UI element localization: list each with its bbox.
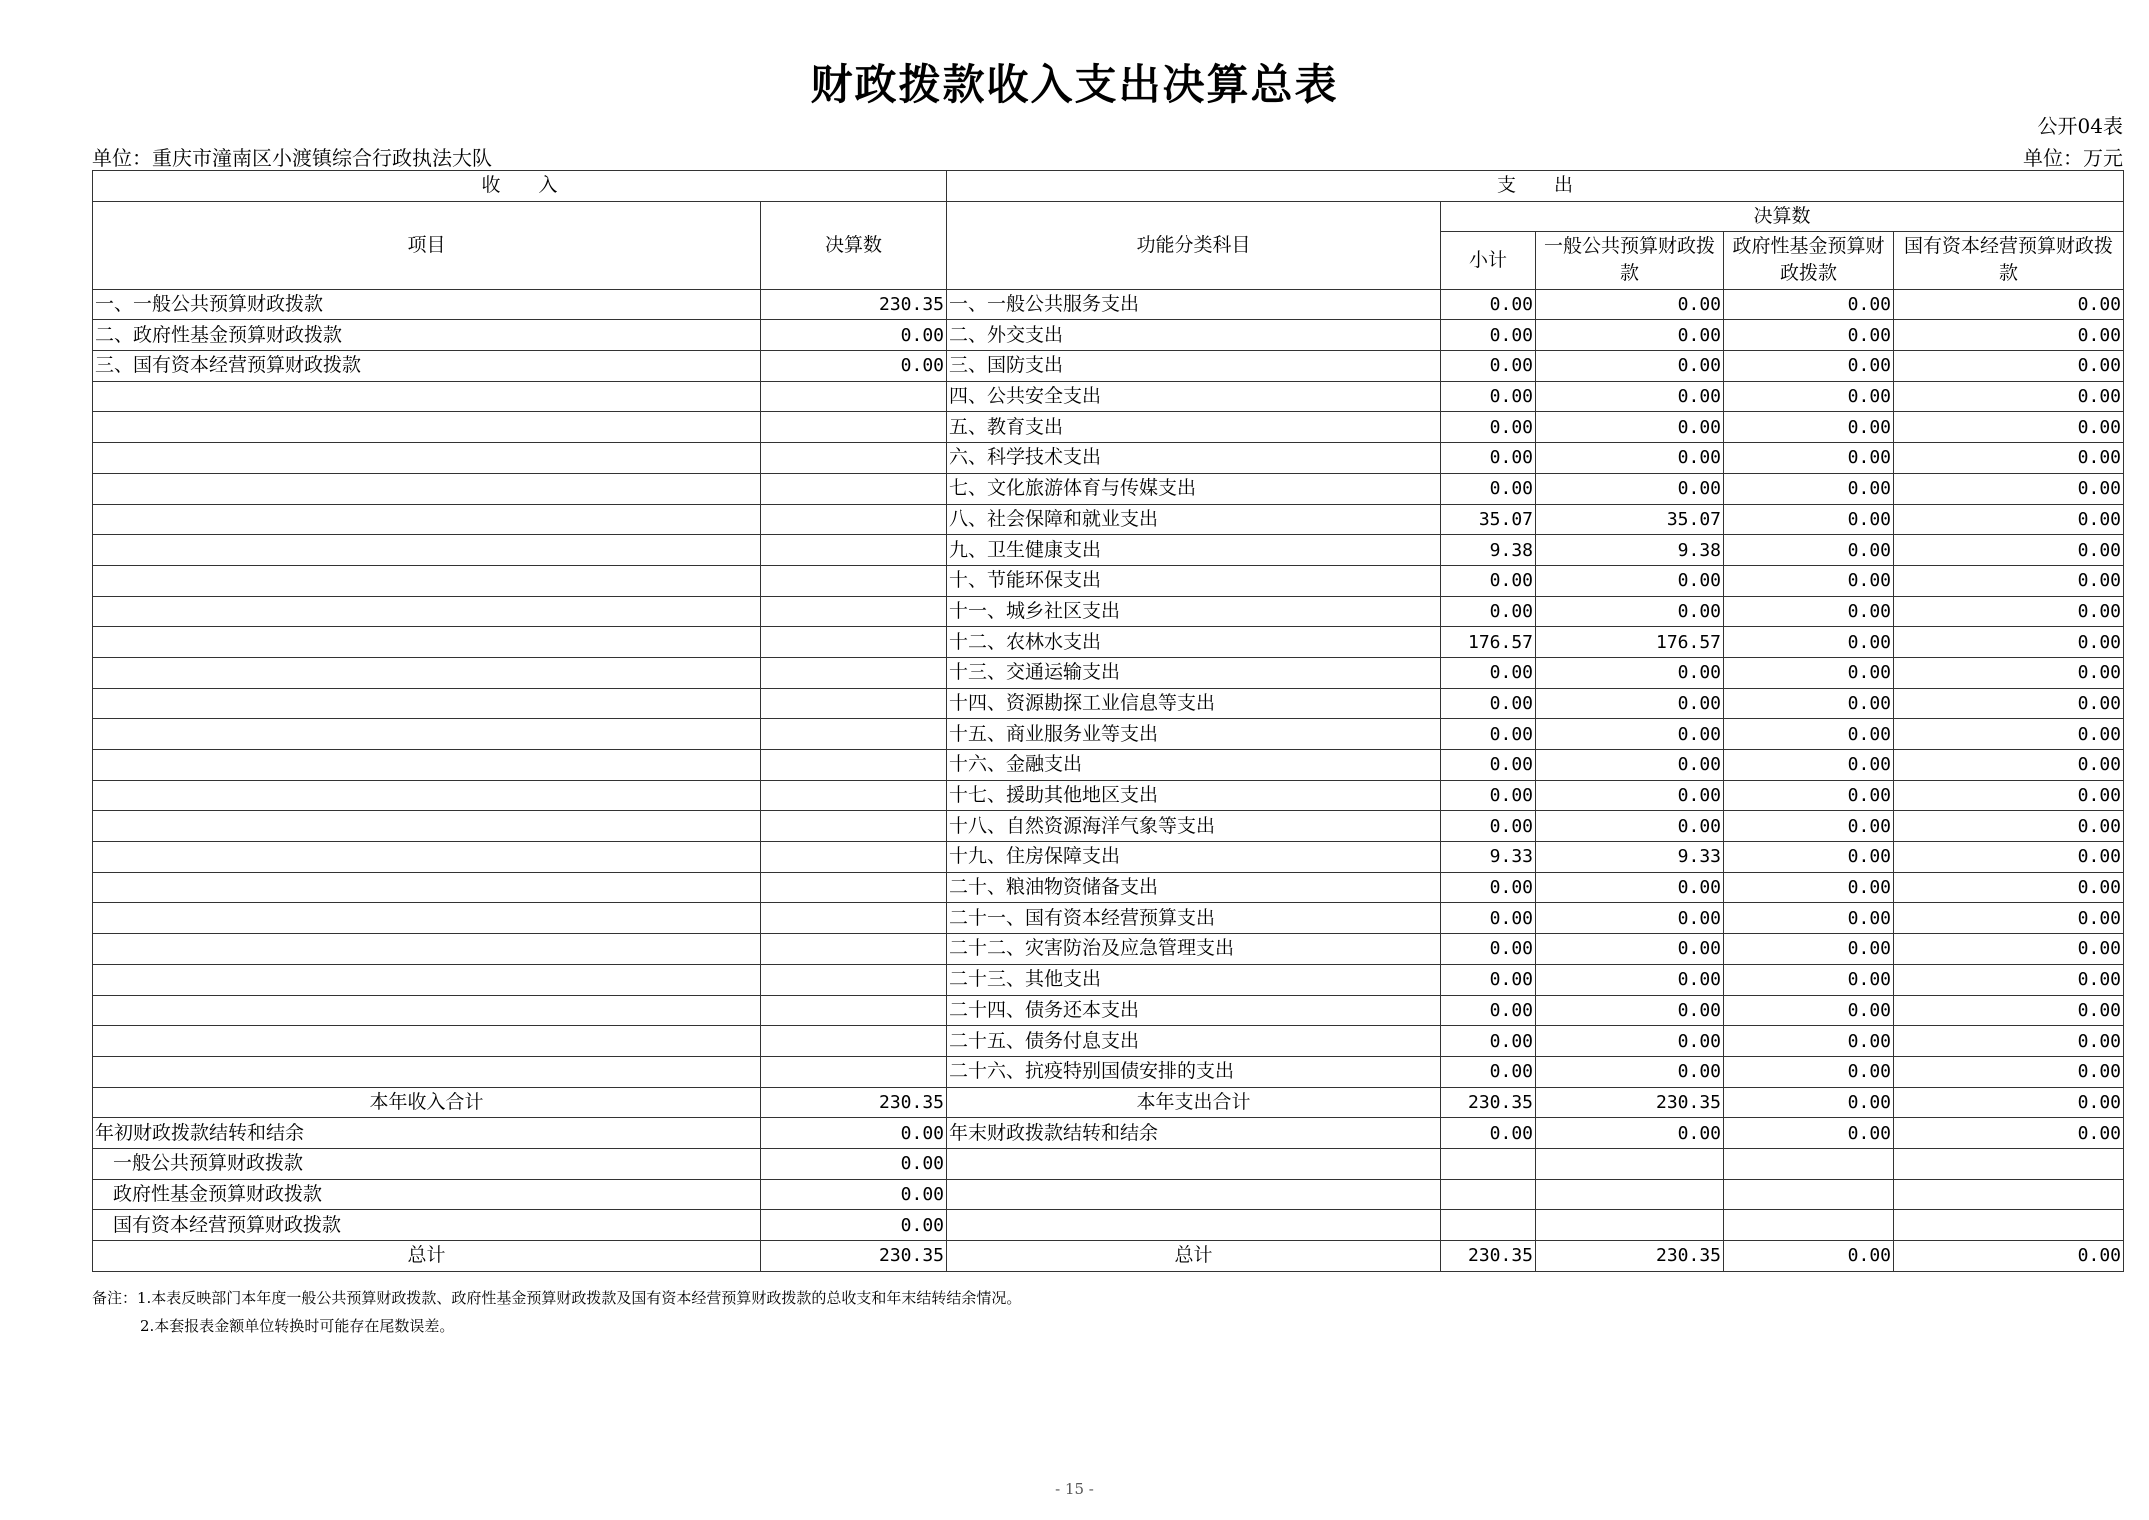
expense-subtotal: 0.00 xyxy=(1441,872,1536,903)
expense-subtotal: 0.00 xyxy=(1441,473,1536,504)
grand-subtotal: 230.35 xyxy=(1441,1241,1536,1272)
final-amount-header: 决算数 xyxy=(1441,201,2124,231)
expense-gov-fund: 0.00 xyxy=(1724,780,1894,811)
income-amount xyxy=(761,535,947,566)
expense-state-capital: 0.00 xyxy=(1894,934,2124,965)
expense-general-budget: 0.00 xyxy=(1536,289,1724,320)
income-amount xyxy=(761,750,947,781)
table-row xyxy=(93,657,2124,688)
expense-general-budget: 0.00 xyxy=(1536,565,1724,596)
income-item xyxy=(93,903,761,934)
expense-state-capital: 0.00 xyxy=(1894,995,2124,1026)
carry-gov-fund: 0.00 xyxy=(1724,1118,1894,1149)
income-item xyxy=(93,964,761,995)
expense-subtotal: 0.00 xyxy=(1441,657,1536,688)
expense-state-capital: 0.00 xyxy=(1894,780,2124,811)
year-expense-total-label: 本年支出合计 xyxy=(947,1087,1441,1118)
table-row xyxy=(93,750,2124,781)
expense-state-capital: 0.00 xyxy=(1894,903,2124,934)
expense-general-budget: 0.00 xyxy=(1536,688,1724,719)
expense-general-budget: 0.00 xyxy=(1536,872,1724,903)
income-item xyxy=(93,1026,761,1057)
income-item: 一、一般公共预算财政拨款 xyxy=(93,289,761,320)
expense-item: 六、科学技术支出 xyxy=(947,443,1441,474)
expense-general-budget: 0.00 xyxy=(1536,995,1724,1026)
income-item xyxy=(93,811,761,842)
expense-general-budget: 176.57 xyxy=(1536,627,1724,658)
table-row xyxy=(93,1056,2124,1087)
expense-item: 五、教育支出 xyxy=(947,412,1441,443)
income-item xyxy=(93,750,761,781)
income-item-header: 项目 xyxy=(93,201,761,289)
carry-sub-label: 政府性基金预算财政拨款 xyxy=(93,1179,761,1210)
gov-fund-header: 政府性基金预算财政拨款 xyxy=(1724,231,1894,289)
currency-unit: 单位：万元 xyxy=(2023,146,2123,170)
expense-gov-fund: 0.00 xyxy=(1724,719,1894,750)
table-row xyxy=(93,412,2124,443)
expense-gov-fund: 0.00 xyxy=(1724,351,1894,382)
expense-subtotal: 0.00 xyxy=(1441,1056,1536,1087)
expense-general-budget: 0.00 xyxy=(1536,412,1724,443)
income-item xyxy=(93,565,761,596)
table-row xyxy=(93,995,2124,1026)
carry-state-capital: 0.00 xyxy=(1894,1118,2124,1149)
header-row-2 xyxy=(93,201,2124,231)
table-row xyxy=(93,872,2124,903)
income-amount xyxy=(761,995,947,1026)
expense-gov-fund: 0.00 xyxy=(1724,381,1894,412)
table-row xyxy=(93,565,2124,596)
expense-subtotal: 0.00 xyxy=(1441,1026,1536,1057)
page-title: 财政拨款收入支出决算总表 xyxy=(810,60,1339,109)
income-item xyxy=(93,872,761,903)
expense-gov-fund: 0.00 xyxy=(1724,473,1894,504)
carry-general: 0.00 xyxy=(1536,1118,1724,1149)
expense-state-capital: 0.00 xyxy=(1894,688,2124,719)
expense-general-budget: 0.00 xyxy=(1536,719,1724,750)
carry-sub-row xyxy=(93,1210,2124,1241)
expense-general-budget: 0.00 xyxy=(1536,750,1724,781)
income-item xyxy=(93,934,761,965)
income-amount xyxy=(761,719,947,750)
expense-general-budget: 35.07 xyxy=(1536,504,1724,535)
expense-state-capital: 0.00 xyxy=(1894,750,2124,781)
income-item xyxy=(93,780,761,811)
expense-subtotal: 0.00 xyxy=(1441,289,1536,320)
carry-subtotal: 0.00 xyxy=(1441,1118,1536,1149)
income-item xyxy=(93,627,761,658)
income-item xyxy=(93,504,761,535)
grand-gov-fund: 0.00 xyxy=(1724,1241,1894,1272)
expense-general-budget: 0.00 xyxy=(1536,473,1724,504)
expense-subtotal: 0.00 xyxy=(1441,381,1536,412)
form-number: 公开04表 xyxy=(2037,114,2123,138)
year-income-total-amount: 230.35 xyxy=(761,1087,947,1118)
expense-subtotal: 9.33 xyxy=(1441,842,1536,873)
carry-sub-amount: 0.00 xyxy=(761,1210,947,1241)
income-amount xyxy=(761,1026,947,1057)
expense-item: 二十四、债务还本支出 xyxy=(947,995,1441,1026)
table-row xyxy=(93,934,2124,965)
income-amount xyxy=(761,412,947,443)
note-2: 2.本套报表金额单位转换时可能存在尾数误差。 xyxy=(140,1317,455,1335)
income-section-header: 收 入 xyxy=(93,171,947,202)
state-capital-header: 国有资本经营预算财政拨款 xyxy=(1894,231,2124,289)
expense-subtotal: 0.00 xyxy=(1441,412,1536,443)
table-row xyxy=(93,443,2124,474)
expense-gov-fund: 0.00 xyxy=(1724,320,1894,351)
carry-sub-amount: 0.00 xyxy=(761,1148,947,1179)
income-item xyxy=(93,1056,761,1087)
table-row xyxy=(93,780,2124,811)
expense-state-capital: 0.00 xyxy=(1894,964,2124,995)
carry-sub-label: 国有资本经营预算财政拨款 xyxy=(93,1210,761,1241)
expense-state-capital: 0.00 xyxy=(1894,719,2124,750)
expense-general-budget: 0.00 xyxy=(1536,1056,1724,1087)
expense-item: 九、卫生健康支出 xyxy=(947,535,1441,566)
income-amount xyxy=(761,688,947,719)
expense-item: 三、国防支出 xyxy=(947,351,1441,382)
expense-state-capital: 0.00 xyxy=(1894,811,2124,842)
year-total-row xyxy=(93,1087,2124,1118)
expense-subtotal: 0.00 xyxy=(1441,811,1536,842)
expense-section-header: 支 出 xyxy=(947,171,2124,202)
income-amount: 230.35 xyxy=(761,289,947,320)
income-amount xyxy=(761,903,947,934)
grand-expense-label: 总计 xyxy=(947,1241,1441,1272)
expense-item: 二、外交支出 xyxy=(947,320,1441,351)
year-income-total-label: 本年收入合计 xyxy=(93,1087,761,1118)
expense-general-budget: 0.00 xyxy=(1536,596,1724,627)
expense-state-capital: 0.00 xyxy=(1894,535,2124,566)
year-subtotal: 230.35 xyxy=(1441,1087,1536,1118)
expense-subtotal: 0.00 xyxy=(1441,320,1536,351)
expense-subtotal: 0.00 xyxy=(1441,565,1536,596)
income-item: 二、政府性基金预算财政拨款 xyxy=(93,320,761,351)
expense-general-budget: 0.00 xyxy=(1536,351,1724,382)
expense-general-budget: 0.00 xyxy=(1536,903,1724,934)
expense-item: 十一、城乡社区支出 xyxy=(947,596,1441,627)
expense-gov-fund: 0.00 xyxy=(1724,842,1894,873)
table-row xyxy=(93,964,2124,995)
expense-item: 十、节能环保支出 xyxy=(947,565,1441,596)
expense-gov-fund: 0.00 xyxy=(1724,627,1894,658)
income-item xyxy=(93,719,761,750)
expense-item: 十九、住房保障支出 xyxy=(947,842,1441,873)
carry-sub-row xyxy=(93,1148,2124,1179)
table-row xyxy=(93,842,2124,873)
expense-general-budget: 0.00 xyxy=(1536,780,1724,811)
expense-state-capital: 0.00 xyxy=(1894,596,2124,627)
expense-subtotal: 0.00 xyxy=(1441,995,1536,1026)
carry-expense-label: 年末财政拨款结转和结余 xyxy=(947,1118,1441,1149)
expense-general-budget: 9.38 xyxy=(1536,535,1724,566)
expense-subtotal: 0.00 xyxy=(1441,934,1536,965)
income-item xyxy=(93,995,761,1026)
expense-state-capital: 0.00 xyxy=(1894,565,2124,596)
table-row xyxy=(93,381,2124,412)
income-amount xyxy=(761,934,947,965)
expense-general-budget: 0.00 xyxy=(1536,964,1724,995)
income-amount xyxy=(761,381,947,412)
table-row xyxy=(93,719,2124,750)
expense-gov-fund: 0.00 xyxy=(1724,504,1894,535)
expense-gov-fund: 0.00 xyxy=(1724,443,1894,474)
expense-item: 十三、交通运输支出 xyxy=(947,657,1441,688)
income-amount xyxy=(761,872,947,903)
expense-item: 四、公共安全支出 xyxy=(947,381,1441,412)
income-amount xyxy=(761,842,947,873)
expense-subtotal: 0.00 xyxy=(1441,688,1536,719)
expense-general-budget: 0.00 xyxy=(1536,320,1724,351)
table-row xyxy=(93,903,2124,934)
expense-state-capital: 0.00 xyxy=(1894,1056,2124,1087)
reporting-unit: 单位：重庆市潼南区小渡镇综合行政执法大队 xyxy=(92,146,492,170)
income-item xyxy=(93,688,761,719)
income-item xyxy=(93,596,761,627)
expense-gov-fund: 0.00 xyxy=(1724,995,1894,1026)
expense-item: 十六、金融支出 xyxy=(947,750,1441,781)
table-row xyxy=(93,473,2124,504)
expense-subtotal: 35.07 xyxy=(1441,504,1536,535)
expense-general-budget: 0.00 xyxy=(1536,934,1724,965)
expense-state-capital: 0.00 xyxy=(1894,842,2124,873)
expense-state-capital: 0.00 xyxy=(1894,473,2124,504)
subtotal-header: 小计 xyxy=(1441,231,1536,289)
expense-gov-fund: 0.00 xyxy=(1724,535,1894,566)
expense-item: 二十二、灾害防治及应急管理支出 xyxy=(947,934,1441,965)
table-row xyxy=(93,289,2124,320)
income-amount-header: 决算数 xyxy=(761,201,947,289)
expense-general-budget: 9.33 xyxy=(1536,842,1724,873)
expense-subtotal: 9.38 xyxy=(1441,535,1536,566)
income-item xyxy=(93,535,761,566)
header-row-1 xyxy=(93,171,2124,202)
expense-item: 十五、商业服务业等支出 xyxy=(947,719,1441,750)
expense-subtotal: 0.00 xyxy=(1441,596,1536,627)
expense-subtotal: 0.00 xyxy=(1441,780,1536,811)
carry-income-amount: 0.00 xyxy=(761,1118,947,1149)
expense-item: 十八、自然资源海洋气象等支出 xyxy=(947,811,1441,842)
note-1: 备注：1.本表反映部门本年度一般公共预算财政拨款、政府性基金预算财政拨款及国有资本经营预算财政拨款的总收支和年末结转结余情况。 xyxy=(92,1289,1022,1307)
carry-sub-label: 一般公共预算财政拨款 xyxy=(93,1148,761,1179)
grand-general: 230.35 xyxy=(1536,1241,1724,1272)
expense-general-budget: 0.00 xyxy=(1536,1026,1724,1057)
table-row xyxy=(93,688,2124,719)
income-amount xyxy=(761,504,947,535)
fiscal-summary-table xyxy=(92,170,2124,1272)
grand-total-row xyxy=(93,1241,2124,1272)
expense-state-capital: 0.00 xyxy=(1894,381,2124,412)
expense-gov-fund: 0.00 xyxy=(1724,565,1894,596)
grand-income-amount: 230.35 xyxy=(761,1241,947,1272)
expense-general-budget: 0.00 xyxy=(1536,443,1724,474)
func-class-header: 功能分类科目 xyxy=(947,201,1441,289)
expense-gov-fund: 0.00 xyxy=(1724,289,1894,320)
carry-sub-row xyxy=(93,1179,2124,1210)
income-amount xyxy=(761,627,947,658)
expense-subtotal: 176.57 xyxy=(1441,627,1536,658)
expense-item: 七、文化旅游体育与传媒支出 xyxy=(947,473,1441,504)
income-item: 三、国有资本经营预算财政拨款 xyxy=(93,351,761,382)
expense-item: 十四、资源勘探工业信息等支出 xyxy=(947,688,1441,719)
expense-gov-fund: 0.00 xyxy=(1724,934,1894,965)
table-row xyxy=(93,811,2124,842)
income-amount: 0.00 xyxy=(761,351,947,382)
expense-gov-fund: 0.00 xyxy=(1724,657,1894,688)
expense-subtotal: 0.00 xyxy=(1441,443,1536,474)
table-row xyxy=(93,1026,2124,1057)
table-row xyxy=(93,596,2124,627)
table-row xyxy=(93,535,2124,566)
expense-item: 二十一、国有资本经营预算支出 xyxy=(947,903,1441,934)
expense-gov-fund: 0.00 xyxy=(1724,688,1894,719)
expense-state-capital: 0.00 xyxy=(1894,872,2124,903)
expense-subtotal: 0.00 xyxy=(1441,964,1536,995)
income-amount xyxy=(761,443,947,474)
expense-item: 二十五、债务付息支出 xyxy=(947,1026,1441,1057)
expense-state-capital: 0.00 xyxy=(1894,627,2124,658)
expense-item: 一、一般公共服务支出 xyxy=(947,289,1441,320)
expense-general-budget: 0.00 xyxy=(1536,657,1724,688)
expense-subtotal: 0.00 xyxy=(1441,903,1536,934)
expense-state-capital: 0.00 xyxy=(1894,1026,2124,1057)
income-item xyxy=(93,412,761,443)
expense-gov-fund: 0.00 xyxy=(1724,964,1894,995)
expense-state-capital: 0.00 xyxy=(1894,657,2124,688)
income-amount xyxy=(761,780,947,811)
table-row xyxy=(93,504,2124,535)
expense-item: 二十六、抗疫特别国债安排的支出 xyxy=(947,1056,1441,1087)
expense-gov-fund: 0.00 xyxy=(1724,903,1894,934)
general-budget-header: 一般公共预算财政拨款 xyxy=(1536,231,1724,289)
expense-state-capital: 0.00 xyxy=(1894,443,2124,474)
income-amount: 0.00 xyxy=(761,320,947,351)
carry-income-label: 年初财政拨款结转和结余 xyxy=(93,1118,761,1149)
year-general: 230.35 xyxy=(1536,1087,1724,1118)
expense-item: 十七、援助其他地区支出 xyxy=(947,780,1441,811)
table-row xyxy=(93,320,2124,351)
expense-subtotal: 0.00 xyxy=(1441,750,1536,781)
expense-item: 十二、农林水支出 xyxy=(947,627,1441,658)
expense-gov-fund: 0.00 xyxy=(1724,872,1894,903)
expense-gov-fund: 0.00 xyxy=(1724,1026,1894,1057)
page-number: - 15 - xyxy=(1055,1480,1094,1498)
table-row xyxy=(93,627,2124,658)
year-gov-fund: 0.00 xyxy=(1724,1087,1894,1118)
income-item xyxy=(93,657,761,688)
income-amount xyxy=(761,657,947,688)
expense-general-budget: 0.00 xyxy=(1536,381,1724,412)
income-item xyxy=(93,381,761,412)
expense-subtotal: 0.00 xyxy=(1441,351,1536,382)
expense-gov-fund: 0.00 xyxy=(1724,811,1894,842)
expense-state-capital: 0.00 xyxy=(1894,320,2124,351)
expense-state-capital: 0.00 xyxy=(1894,504,2124,535)
table-row xyxy=(93,351,2124,382)
income-item xyxy=(93,842,761,873)
carry-sub-amount: 0.00 xyxy=(761,1179,947,1210)
expense-gov-fund: 0.00 xyxy=(1724,412,1894,443)
expense-item: 二十、粮油物资储备支出 xyxy=(947,872,1441,903)
expense-subtotal: 0.00 xyxy=(1441,719,1536,750)
expense-state-capital: 0.00 xyxy=(1894,289,2124,320)
grand-state-capital: 0.00 xyxy=(1894,1241,2124,1272)
expense-gov-fund: 0.00 xyxy=(1724,1056,1894,1087)
income-amount xyxy=(761,565,947,596)
income-item xyxy=(93,443,761,474)
expense-gov-fund: 0.00 xyxy=(1724,750,1894,781)
income-amount xyxy=(761,596,947,627)
income-item xyxy=(93,473,761,504)
expense-gov-fund: 0.00 xyxy=(1724,596,1894,627)
expense-state-capital: 0.00 xyxy=(1894,351,2124,382)
expense-item: 二十三、其他支出 xyxy=(947,964,1441,995)
expense-state-capital: 0.00 xyxy=(1894,412,2124,443)
expense-general-budget: 0.00 xyxy=(1536,811,1724,842)
income-amount xyxy=(761,1056,947,1087)
grand-income-label: 总计 xyxy=(93,1241,761,1272)
income-amount xyxy=(761,964,947,995)
income-amount xyxy=(761,473,947,504)
year-state-capital: 0.00 xyxy=(1894,1087,2124,1118)
expense-item: 八、社会保障和就业支出 xyxy=(947,504,1441,535)
carry-row xyxy=(93,1118,2124,1149)
income-amount xyxy=(761,811,947,842)
